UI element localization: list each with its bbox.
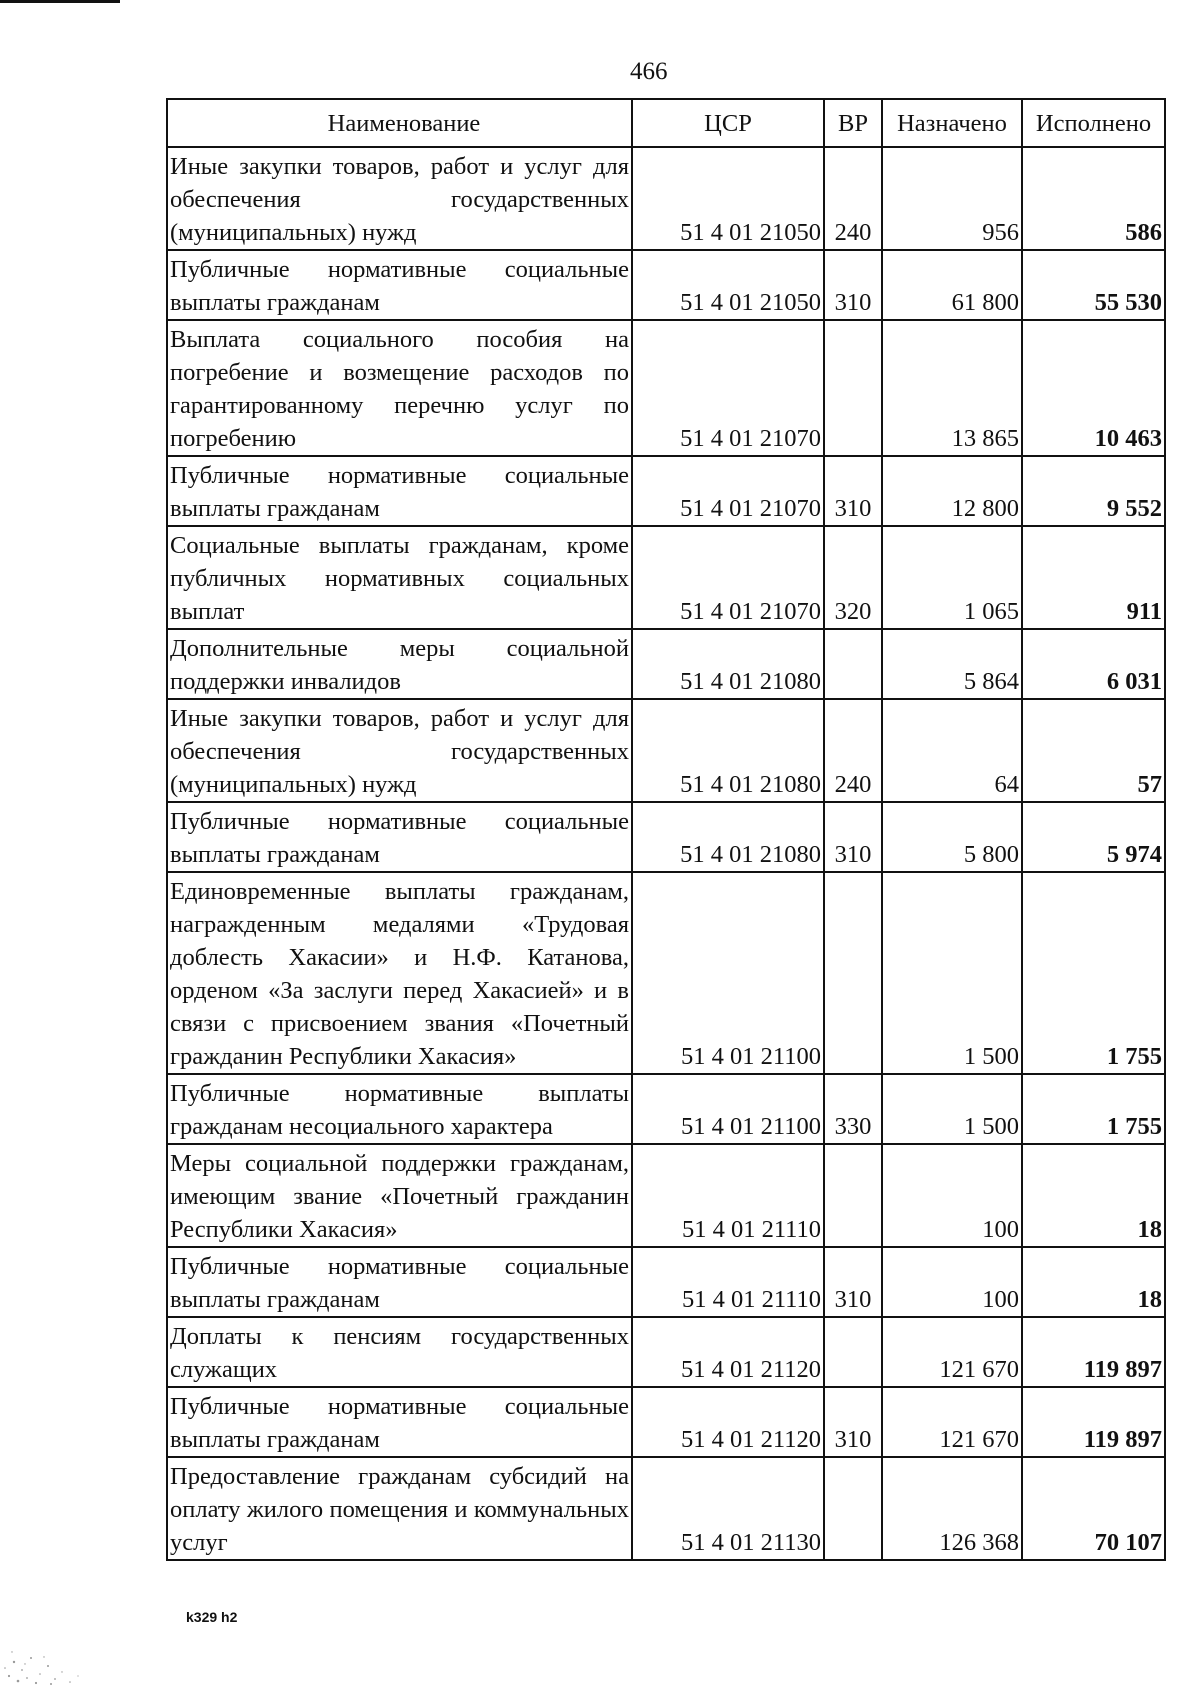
row-executed: 119 897 (1022, 1317, 1165, 1387)
row-name: Выплата социального пособия на погребение и возмещение расходов по гарантированному перечню услуг по погребению (167, 320, 632, 456)
row-executed: 18 (1022, 1144, 1165, 1247)
row-name: Социальные выплаты гражданам, кроме публичных нормативных социальных выплат (167, 526, 632, 629)
row-planned: 61 800 (882, 250, 1022, 320)
scan-speckle-noise (0, 1600, 110, 1686)
row-planned: 12 800 (882, 456, 1022, 526)
row-name: Публичные нормативные социальные выплаты гражданам (167, 802, 632, 872)
column-header-csr: ЦСР (632, 99, 824, 147)
row-executed: 5 974 (1022, 802, 1165, 872)
row-vr (824, 1457, 882, 1560)
row-vr: 310 (824, 1247, 882, 1317)
column-header-planned: Назначено (882, 99, 1022, 147)
row-planned: 100 (882, 1144, 1022, 1247)
row-name: Публичные нормативные социальные выплаты гражданам (167, 1247, 632, 1317)
row-csr: 51 4 01 21050 (632, 147, 824, 250)
row-csr: 51 4 01 21070 (632, 456, 824, 526)
row-vr: 310 (824, 250, 882, 320)
row-planned: 64 (882, 699, 1022, 802)
row-planned: 126 368 (882, 1457, 1022, 1560)
row-name: Меры социальной поддержки гражданам, имеющим звание «Почетный гражданин Республики Хакасия» (167, 1144, 632, 1247)
row-csr: 51 4 01 21080 (632, 629, 824, 699)
row-name: Единовременные выплаты гражданам, награжденным медалями «Трудовая доблесть Хакасии» и Н.Ф. Катанова, орденом «За заслуги перед Хакасией» и в связи с присвоением звания «Почетный гражданин Республики Хакасия» (167, 872, 632, 1074)
table-row (167, 147, 1165, 250)
table-row (167, 456, 1165, 526)
row-csr: 51 4 01 21080 (632, 802, 824, 872)
row-name: Доплаты к пенсиям государственных служащих (167, 1317, 632, 1387)
row-name: Публичные нормативные выплаты гражданам несоциального характера (167, 1074, 632, 1144)
row-executed: 586 (1022, 147, 1165, 250)
row-csr: 51 4 01 21130 (632, 1457, 824, 1560)
table-row (167, 872, 1165, 1074)
column-header-name: Наименование (167, 99, 632, 147)
table-row (167, 1317, 1165, 1387)
row-vr (824, 629, 882, 699)
table-row (167, 699, 1165, 802)
row-executed: 70 107 (1022, 1457, 1165, 1560)
row-name: Иные закупки товаров, работ и услуг для обеспечения государственных (муниципальных) нужд (167, 699, 632, 802)
row-planned: 121 670 (882, 1317, 1022, 1387)
row-csr: 51 4 01 21070 (632, 526, 824, 629)
table-row (167, 1457, 1165, 1560)
row-planned: 121 670 (882, 1387, 1022, 1457)
table-row (167, 802, 1165, 872)
row-executed: 57 (1022, 699, 1165, 802)
row-planned: 956 (882, 147, 1022, 250)
row-executed: 10 463 (1022, 320, 1165, 456)
table-row (167, 526, 1165, 629)
row-name: Дополнительные меры социальной поддержки инвалидов (167, 629, 632, 699)
row-vr: 330 (824, 1074, 882, 1144)
row-executed: 9 552 (1022, 456, 1165, 526)
row-vr (824, 1317, 882, 1387)
row-name: Публичные нормативные социальные выплаты гражданам (167, 1387, 632, 1457)
row-vr: 240 (824, 699, 882, 802)
row-csr: 51 4 01 21110 (632, 1247, 824, 1317)
row-planned: 1 500 (882, 1074, 1022, 1144)
row-executed: 6 031 (1022, 629, 1165, 699)
budget-execution-table (166, 98, 1166, 1561)
row-csr: 51 4 01 21080 (632, 699, 824, 802)
table-row (167, 1074, 1165, 1144)
row-name: Публичные нормативные социальные выплаты гражданам (167, 456, 632, 526)
table-row (167, 1387, 1165, 1457)
table-row (167, 250, 1165, 320)
table-row (167, 629, 1165, 699)
row-planned: 1 065 (882, 526, 1022, 629)
row-planned: 13 865 (882, 320, 1022, 456)
row-planned: 5 800 (882, 802, 1022, 872)
scan-edge-line (0, 0, 120, 3)
row-vr: 320 (824, 526, 882, 629)
row-vr (824, 320, 882, 456)
row-planned: 100 (882, 1247, 1022, 1317)
row-vr (824, 872, 882, 1074)
row-name: Предоставление гражданам субсидий на оплату жилого помещения и коммунальных услуг (167, 1457, 632, 1560)
row-csr: 51 4 01 21120 (632, 1317, 824, 1387)
table-row (167, 1247, 1165, 1317)
row-executed: 55 530 (1022, 250, 1165, 320)
row-csr: 51 4 01 21050 (632, 250, 824, 320)
row-vr: 310 (824, 802, 882, 872)
row-csr: 51 4 01 21110 (632, 1144, 824, 1247)
row-executed: 1 755 (1022, 1074, 1165, 1144)
row-planned: 1 500 (882, 872, 1022, 1074)
column-header-executed: Исполнено (1022, 99, 1165, 147)
row-executed: 119 897 (1022, 1387, 1165, 1457)
row-csr: 51 4 01 21100 (632, 872, 824, 1074)
row-csr: 51 4 01 21070 (632, 320, 824, 456)
row-executed: 911 (1022, 526, 1165, 629)
row-executed: 1 755 (1022, 872, 1165, 1074)
row-name: Публичные нормативные социальные выплаты гражданам (167, 250, 632, 320)
table-header-row (167, 99, 1165, 147)
table-row (167, 320, 1165, 456)
row-csr: 51 4 01 21100 (632, 1074, 824, 1144)
column-header-vr: ВР (824, 99, 882, 147)
row-vr: 310 (824, 1387, 882, 1457)
row-vr (824, 1144, 882, 1247)
row-csr: 51 4 01 21120 (632, 1387, 824, 1457)
page-number: 466 (630, 58, 668, 85)
row-planned: 5 864 (882, 629, 1022, 699)
row-vr: 240 (824, 147, 882, 250)
row-vr: 310 (824, 456, 882, 526)
row-name: Иные закупки товаров, работ и услуг для обеспечения государственных (муниципальных) нужд (167, 147, 632, 250)
table-row (167, 1144, 1165, 1247)
footer-code: k329 h2 (186, 1609, 238, 1625)
row-executed: 18 (1022, 1247, 1165, 1317)
